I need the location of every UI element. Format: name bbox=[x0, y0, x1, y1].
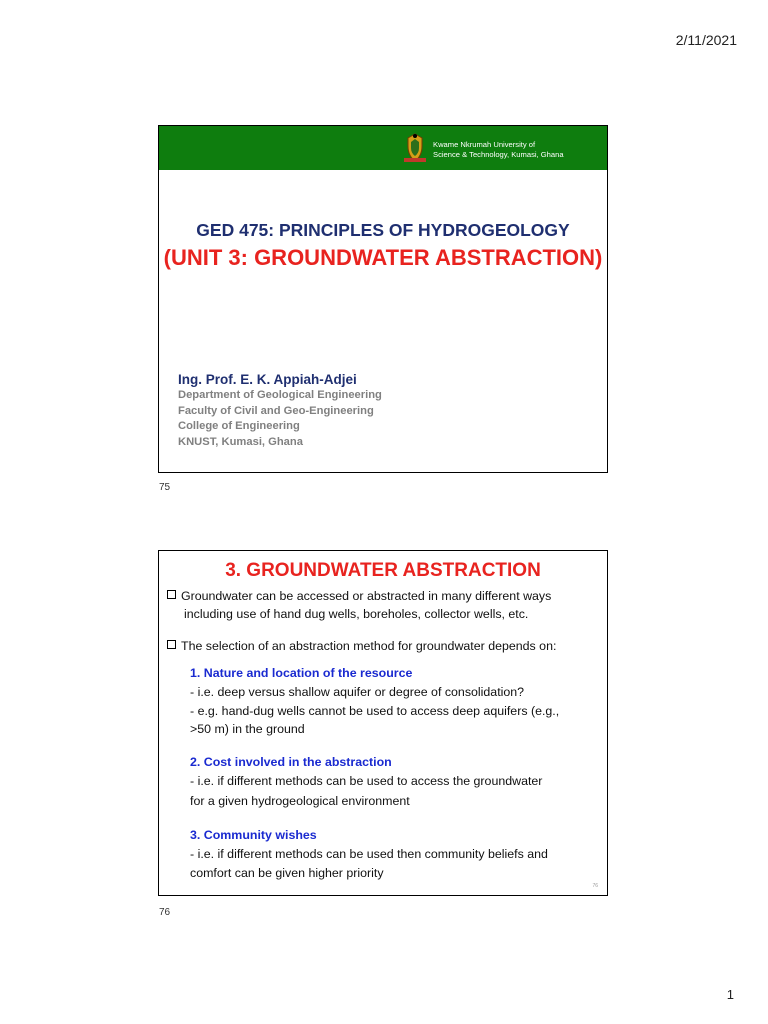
content-slide bbox=[158, 550, 608, 896]
university-name bbox=[433, 140, 564, 159]
factor-line: comfort can be given higher priority bbox=[190, 866, 384, 880]
print-date: 2/11/2021 bbox=[675, 32, 737, 48]
factor-line: - e.g. hand-dug wells cannot be used to access deep aquifers (e.g., bbox=[190, 704, 560, 718]
factor-item bbox=[190, 826, 599, 882]
factor-line: - i.e. deep versus shallow aquifer or degree of consolidation? bbox=[190, 685, 525, 699]
factor-heading: 2. Cost involved in the abstraction bbox=[190, 755, 392, 769]
checkbox-bullet-icon bbox=[167, 590, 176, 599]
factor-item bbox=[190, 753, 599, 811]
slide-number: 76 bbox=[159, 907, 171, 918]
affiliation-line: College of Engineering bbox=[178, 420, 300, 433]
affiliation-line: Faculty of Civil and Geo-Engineering bbox=[178, 404, 374, 417]
university-banner bbox=[159, 126, 607, 170]
slide-number: 75 bbox=[159, 482, 171, 493]
factor-line: - i.e. if different methods can be used then community beliefs and bbox=[190, 847, 548, 861]
author-affiliation bbox=[178, 388, 382, 450]
affiliation-line: Department of Geological Engineering bbox=[178, 389, 382, 401]
university-name-line1: Kwame Nkrumah University of bbox=[433, 140, 536, 149]
factor-heading: 3. Community wishes bbox=[190, 828, 317, 842]
university-name-line2: Science & Technology, Kumasi, Ghana bbox=[433, 149, 564, 159]
checkbox-bullet-icon bbox=[167, 640, 176, 649]
title-slide bbox=[158, 125, 608, 473]
bullet-point bbox=[167, 637, 601, 655]
author-name: Ing. Prof. E. K. Appiah-Adjei bbox=[178, 372, 357, 387]
bullet-text: Groundwater can be accessed or abstracted in many different ways bbox=[181, 589, 552, 603]
page-number: 1 bbox=[726, 987, 734, 1002]
factor-line: for a given hydrogeological environment bbox=[190, 794, 410, 808]
inner-slide-number: 76 bbox=[592, 883, 598, 889]
slide-title: 3. GROUNDWATER ABSTRACTION bbox=[225, 560, 541, 581]
university-crest-icon bbox=[402, 132, 428, 164]
affiliation-line: KNUST, Kumasi, Ghana bbox=[178, 435, 303, 448]
factor-heading: 1. Nature and location of the resource bbox=[190, 666, 413, 680]
factor-item bbox=[190, 664, 599, 738]
factor-line: >50 m) in the ground bbox=[190, 722, 305, 736]
factor-line: - i.e. if different methods can be used to access the groundwater bbox=[190, 774, 543, 788]
bullet-text: The selection of an abstraction method for groundwater depends on: bbox=[181, 639, 557, 653]
unit-title: (UNIT 3: GROUNDWATER ABSTRACTION) bbox=[163, 245, 603, 270]
course-title: GED 475: PRINCIPLES OF HYDROGEOLOGY bbox=[196, 220, 570, 240]
bullet-text: including use of hand dug wells, boreholes, collector wells, etc. bbox=[184, 607, 529, 621]
bullet-point bbox=[167, 587, 601, 623]
